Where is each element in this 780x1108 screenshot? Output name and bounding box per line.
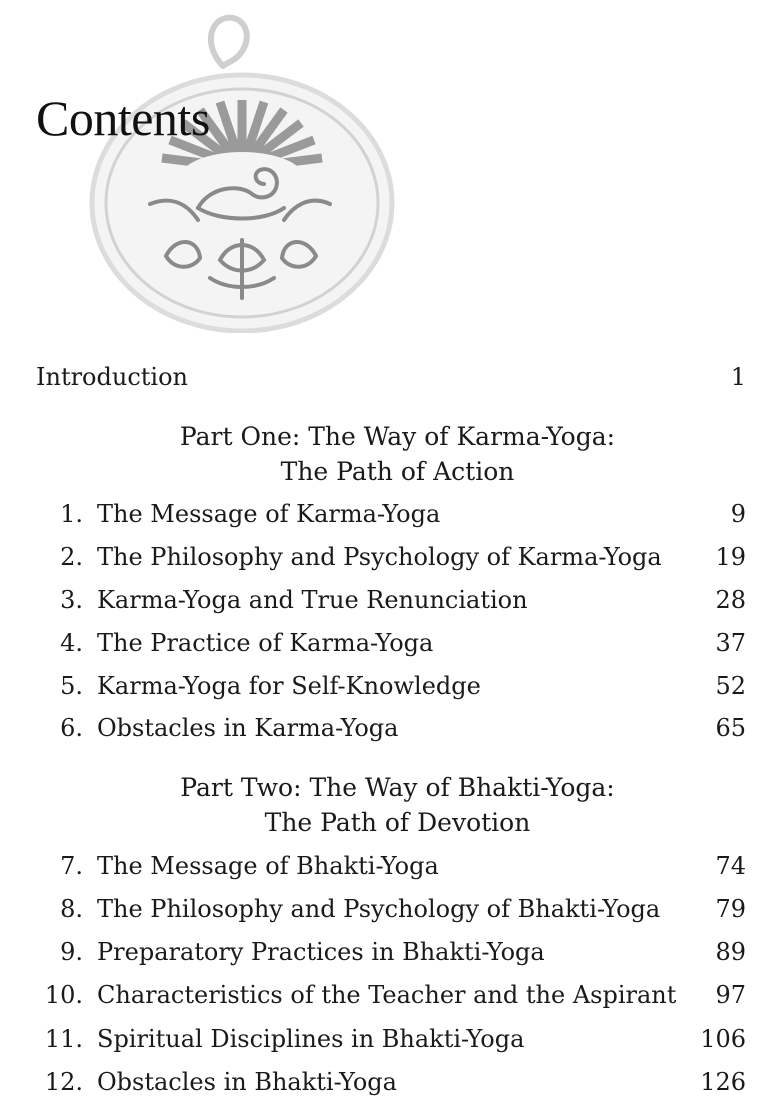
toc-entry-title: The Practice of Karma-Yoga [97,629,434,657]
toc-entry-page: 74 [715,852,746,880]
part-heading-subtitle: The Path of Devotion [264,808,531,837]
toc-entry-title: The Message of Bhakti-Yoga [97,852,439,880]
toc-entry-number: 3. [60,586,83,614]
toc-entry-title: Preparatory Practices in Bhakti-Yoga [97,938,545,966]
toc-entry-number: 6. [60,714,83,742]
part-heading-line: Part Two: The Way of Bhakti-Yoga: [180,773,615,802]
part-heading [160,419,635,489]
swan-sun-lotus-emblem-icon [80,8,400,333]
toc-entry-number: 5. [60,672,83,700]
toc-entry[interactable] [0,978,780,1012]
part-heading [160,770,635,840]
toc-entry[interactable] [0,669,780,703]
toc-entry-number: 2. [60,543,83,571]
toc-entry[interactable] [0,892,780,926]
toc-entry-page: 79 [715,895,746,923]
toc-entry-title: Karma-Yoga for Self-Knowledge [97,672,481,700]
toc-entry[interactable] [0,583,780,617]
toc-entry-number: 1. [60,500,83,528]
toc-entry-page: 97 [715,981,746,1009]
toc-entry[interactable] [0,935,780,969]
toc-entry-page: 1 [730,363,746,391]
toc-entry[interactable] [0,1065,780,1099]
toc-entry-title: Obstacles in Karma-Yoga [97,714,399,742]
part-heading-line: Part One: The Way of Karma-Yoga: [179,422,616,451]
toc-entry-page: 9 [730,500,746,528]
toc-entry[interactable] [0,540,780,574]
toc-entry-number: 12. [44,1068,83,1096]
toc-entry-title: The Message of Karma-Yoga [97,500,441,528]
toc-entry-title: The Philosophy and Psychology of Bhakti-Yoga [97,895,661,923]
toc-entry-page: 65 [715,714,746,742]
toc-entry[interactable] [0,626,780,660]
toc-entry-number: 10. [44,981,83,1009]
toc-entry[interactable] [0,849,780,883]
toc-entry-number: 7. [60,852,83,880]
toc-entry-page: 126 [700,1068,746,1096]
toc-entry-title: Obstacles in Bhakti-Yoga [97,1068,397,1096]
toc-entry-page: 37 [715,629,746,657]
toc-entry-title: Characteristics of the Teacher and the Aspirant [97,981,677,1009]
toc-entry-number: 11. [44,1025,83,1053]
toc-entry[interactable] [0,497,780,531]
toc-entry-page: 89 [715,938,746,966]
toc-entry-introduction[interactable] [0,360,780,394]
toc-entry-title: Introduction [36,363,188,391]
toc-entry-page: 19 [715,543,746,571]
toc-entry-number: 9. [60,938,83,966]
part-heading-subtitle: The Path of Action [280,457,515,486]
toc-entry[interactable] [0,711,780,745]
toc-entry-page: 52 [715,672,746,700]
toc-entry-page: 106 [700,1025,746,1053]
toc-entry-number: 8. [60,895,83,923]
toc-entry-title: Spiritual Disciplines in Bhakti-Yoga [97,1025,525,1053]
toc-entry-title: The Philosophy and Psychology of Karma-Yoga [97,543,662,571]
toc-entry[interactable] [0,1022,780,1056]
toc-entry-number: 4. [60,629,83,657]
toc-entry-title: Karma-Yoga and True Renunciation [97,586,528,614]
page-title: Contents [36,90,210,146]
toc-entry-page: 28 [715,586,746,614]
